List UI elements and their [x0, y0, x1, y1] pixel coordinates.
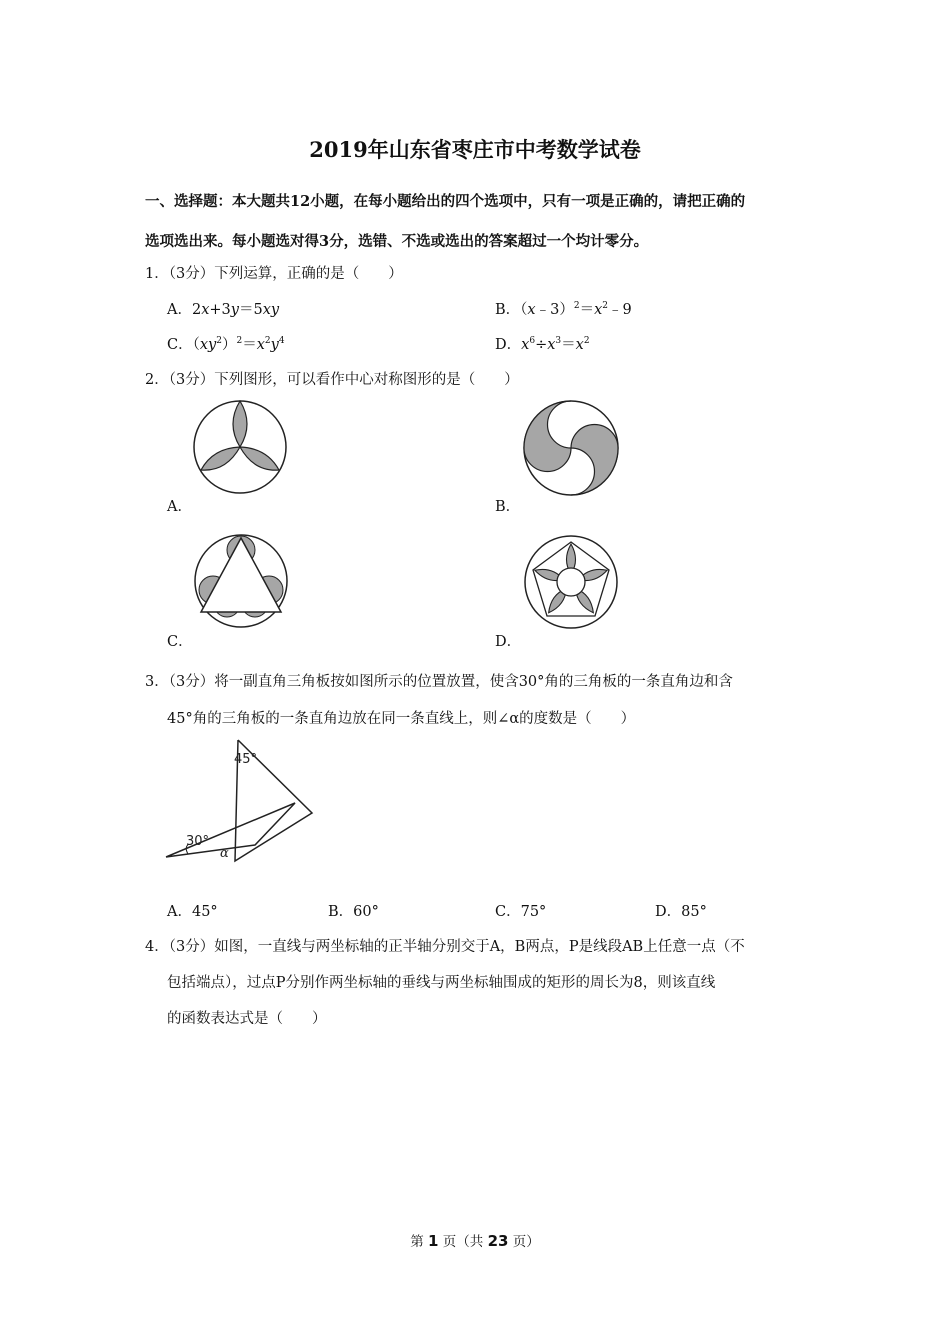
q2-figure-d — [521, 534, 621, 630]
q2-label-c: C． — [167, 634, 193, 650]
q2-label-a: A． — [167, 499, 192, 515]
q3-stem-line1: 3．（3分）将一副直角三角板按如图所示的位置放置，使含30°角的三角板的一条直角边和含 — [145, 674, 733, 690]
q3-option-b: B．60° — [328, 904, 379, 920]
page-title: 2019年山东省枣庄市中考数学试卷 — [309, 137, 641, 162]
q4-stem-line2: 包括端点），过点P分别作两坐标轴的垂线与两坐标轴围成的矩形的周长为8，则该直线 — [167, 975, 716, 991]
q1-option-d: D．$x^6\div x^3=x^2$ — [495, 336, 590, 353]
q2-stem: 2．（3分）下列图形，可以看作中心对称图形的是（ ） — [145, 372, 519, 388]
q4-stem-line3: 的函数表达式是（ ） — [167, 1011, 327, 1027]
q1-option-c: C．$(xy^2)^2=x^2y^4$ — [167, 336, 285, 353]
q3-option-a: A．45° — [167, 904, 218, 920]
q3-angle-45-label: 45° — [234, 752, 258, 767]
footer-page-number: 1 — [428, 1232, 439, 1250]
footer-prefix: 第 — [410, 1234, 429, 1250]
q3-alpha-label: α — [220, 846, 229, 861]
page-footer — [0, 1230, 950, 1250]
q4-stem-line1: 4．（3分）如图，一直线与两坐标轴的正半轴分别交于A，B两点，P是线段AB上任意一点（不 — [145, 939, 745, 955]
q3-stem-line2: 45°角的三角板的一条直角边放在同一条直线上，则∠α的度数是（ ） — [167, 711, 636, 727]
q2-figure-a — [193, 398, 287, 498]
footer-suffix: 页） — [508, 1234, 540, 1250]
q1-option-a: A．2x+3y＝5xy — [167, 302, 280, 318]
q2-figure-c — [193, 532, 289, 630]
q2-label-b: B． — [495, 499, 521, 515]
q3-angle-30-label: 30° — [186, 834, 210, 849]
q3-figure — [160, 735, 320, 865]
q1-option-b: B．$(x﹣3)^2=x^2﹣9$ — [495, 301, 632, 318]
section-heading-line1: 一、选择题：本大题共12小题，在每小题给出的四个选项中，只有一项是正确的，请把正确的 — [145, 193, 746, 210]
q3-option-d: D．85° — [655, 904, 707, 920]
q1-stem: 1．（3分）下列运算，正确的是（ ） — [145, 266, 403, 282]
q2-label-d: D． — [495, 634, 522, 650]
q3-option-c: C．75° — [495, 904, 547, 920]
footer-middle: 页（共 — [438, 1234, 488, 1250]
section-heading-line2: 选项选出来。每小题选对得3分，选错、不选或选出的答案超过一个均计零分。 — [145, 233, 649, 250]
q2-figure-b — [521, 398, 621, 498]
footer-total-pages: 23 — [487, 1232, 509, 1250]
